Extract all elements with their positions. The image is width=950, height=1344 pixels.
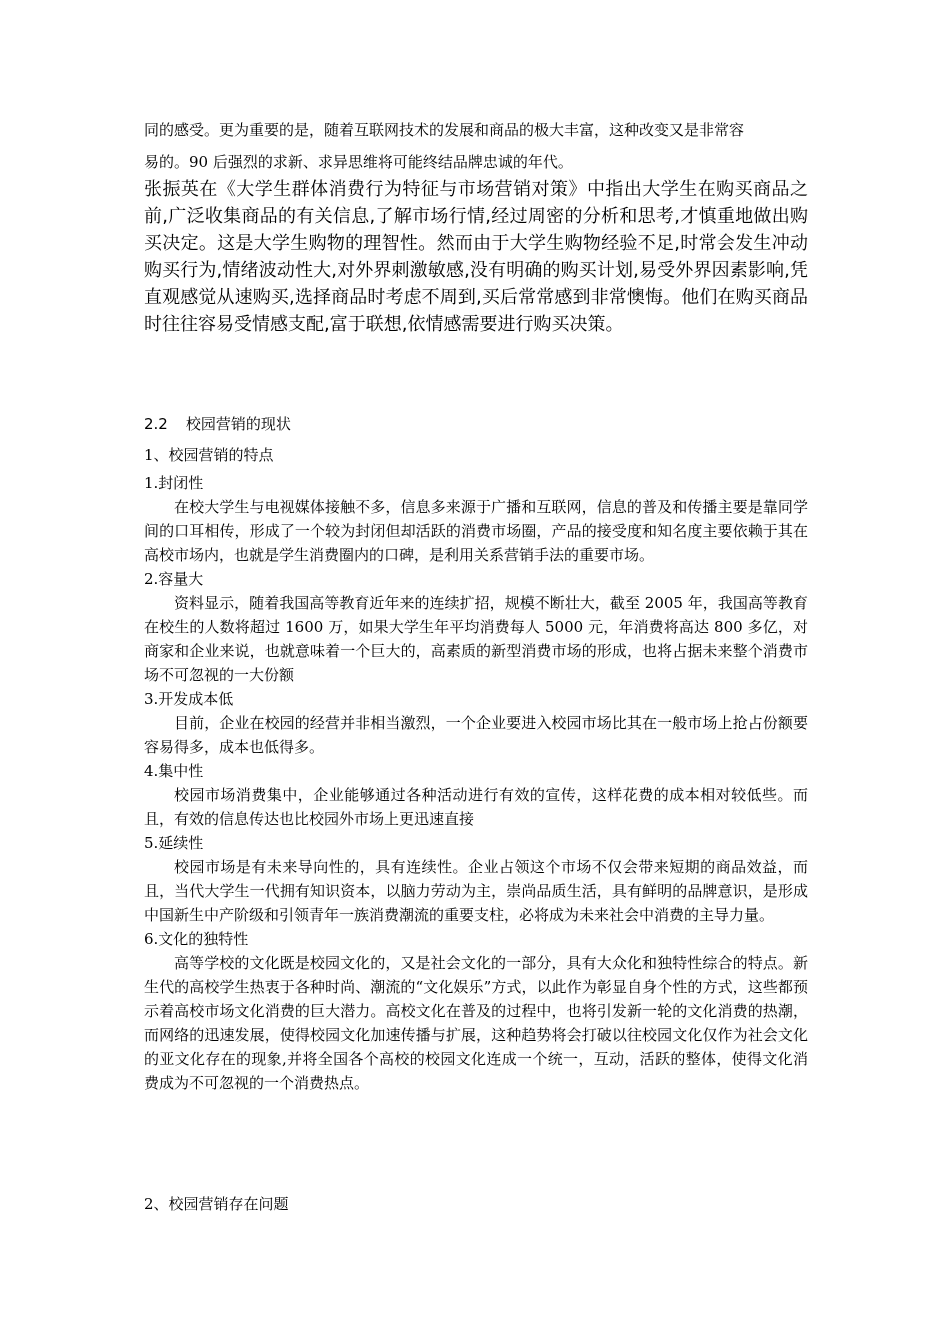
item-body-6: 高等学校的文化既是校园文化的，又是社会文化的一部分，具有大众化和独特性综合的特点。新生代的高校学生热衷于各种时尚、潮流的“文化娱乐”方式，以此作为彰显自身个性的方式，这些都预示着高校市场文化消费的巨大潜力。高校文化在普及的过程中，也将引发新一轮的文化消费的热潮，而网络的迅速发展，使得校园文化加速传播与扩展，这种趋势将会打破以往校园文化仅作为社会文化的亚文化存在的现象,并将全国各个高校的校园文化连成一个统一，互动，活跃的整体，使得文化消费成为不可忽视的一个消费热点。 (144, 954, 808, 1092)
item-body-3: 目前，企业在校园的经营并非相当激烈，一个企业要进入校园市场比其在一般市场上抢占份额要容易得多，成本也低得多。 (144, 714, 808, 756)
intro-line-2: 易的。90 后强烈的求新、求异思维将可能终结品牌忠诚的年代。 (144, 153, 573, 171)
item-heading-2: 2.容量大 (144, 570, 204, 588)
section-number: 2.2 (144, 415, 168, 433)
features-list (144, 471, 808, 1095)
item-heading-3: 3.开发成本低 (144, 690, 234, 708)
item-body-1: 在校大学生与电视媒体接触不多，信息多来源于广播和互联网，信息的普及和传播主要是靠同学间的口耳相传，形成了一个较为封闭但却活跃的消费市场圈，产品的接受度和知名度主要依赖于其在高校市场内，也就是学生消费圈内的口碑，是利用关系营销手法的重要市场。 (144, 498, 808, 564)
item-heading-1: 1.封闭性 (144, 474, 204, 492)
item-heading-5: 5.延续性 (144, 834, 204, 852)
section-heading (144, 412, 291, 436)
item-body-5: 校园市场是有未来导向性的，具有连续性。企业占领这个市场不仅会带来短期的商品效益，而且，当代大学生一代拥有知识资本，以脑力劳动为主，崇尚品质生活，具有鲜明的品牌意识，是形成中国新生中产阶级和引领青年一族消费潮流的重要支柱，必将成为未来社会中消费的主导力量。 (144, 858, 808, 924)
intro-line-1: 同的感受。更为重要的是，随着互联网技术的发展和商品的极大丰富，这种改变又是非常容 (144, 121, 745, 139)
subsection-heading-2: 2、校园营销存在问题 (144, 1195, 289, 1213)
quote-paragraph: 张振英在《大学生群体消费行为特征与市场营销对策》中指出大学生在购买商品之前,广泛收集商品的有关信息,了解市场行情,经过周密的分析和思考,才慎重地做出购买决定。这是大学生购物的理智性。然而由于大学生购物经验不足,时常会发生冲动购买行为,情绪波动性大,对外界刺激敏感,没有明确的购买计划,易受外界因素影响,凭直观感觉从速购买,选择商品时考虑不周到,买后常常感到非常懊悔。他们在购买商品时往往容易受情感支配,富于联想,依情感需要进行购买决策。 (144, 179, 808, 335)
item-body-2: 资料显示，随着我国高等教育近年来的连续扩招，规模不断壮大，截至 2005 年，我国高等教育在校生的人数将超过 1600 万，如果大学生年平均消费每人 5000 元，年消费将高达 800 多亿，对商家和企业来说，也就意味着一个巨大的，高素质的新型消费市场的形成，也将占据未来整个消费市场不可忽视的一大份额 (144, 594, 808, 684)
section-title: 校园营销的现状 (185, 415, 291, 433)
subsection-heading-1: 1、校园营销的特点 (144, 446, 274, 464)
item-body-4: 校园市场消费集中，企业能够通过各种活动进行有效的宣传，这样花费的成本相对较低些。而且，有效的信息传达也比校园外市场上更迅速直接 (144, 786, 808, 828)
item-heading-4: 4.集中性 (144, 762, 204, 780)
item-heading-6: 6.文化的独特性 (144, 930, 249, 948)
